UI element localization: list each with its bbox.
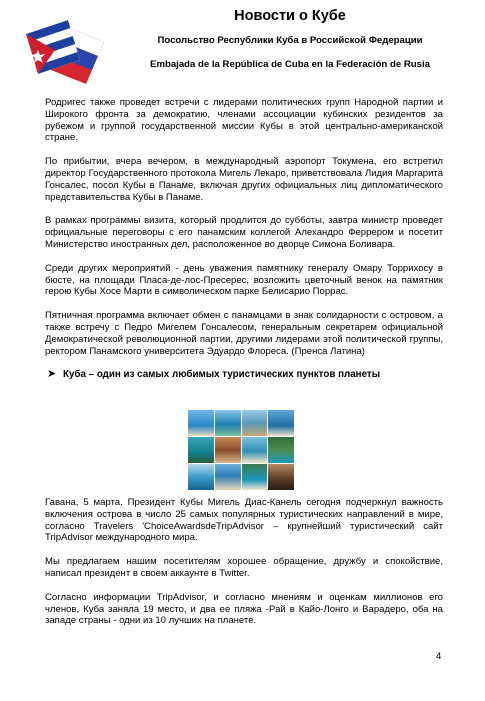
photo-tile	[268, 464, 294, 490]
flag-logo-graphic	[24, 20, 106, 86]
article-2-heading-row	[45, 369, 443, 381]
article-2	[45, 497, 443, 639]
page-header	[110, 8, 470, 71]
article-1-paragraph: Пятничная программа включает обмен с панамцами в знак солидарности с островом, а также встречу с Педро Мигелем Гонсалесом, генеральным секретарем официальной Демократической революционной партии, другими лидерами этой политической группы, ректором Панамского университета Эдуардо Флореса. (Пренса Латина)	[45, 310, 443, 357]
arrow-bullet-icon: ➤	[47, 368, 57, 381]
photo-tile	[188, 437, 214, 463]
article-2-paragraph: Мы предлагаем нашим посетителям хорошее обращение, дружбу и спокойствие, написал президент в своем аккаунте в Twitter.	[45, 556, 443, 579]
photo-tile	[268, 437, 294, 463]
photo-tile	[268, 410, 294, 436]
photo-tile	[215, 410, 241, 436]
article-1-paragraph: Среди других мероприятий - день уважения памятнику генералу Омару Торрихосу в бюсте, на площади Пласа-де-лос-Пресерес, возложить цветочный венок на памятник герою Кубы Хосе Марти в символическом парке Белисарио Поррас.	[45, 262, 443, 298]
article-2-heading: Куба – один из самых любимых туристических пунктов планеты	[63, 369, 381, 381]
photo-tile	[242, 464, 268, 490]
page-number: 4	[436, 651, 442, 662]
cuba-russia-flag-logo	[24, 20, 106, 86]
tourism-photo-collage	[188, 410, 294, 490]
photo-tile	[242, 410, 268, 436]
article-2-paragraph: Согласно информации TripAdvisor, и согласно мнениям и оценкам миллионов его членов, Куба заняла 19 место, и два ее пляжа -Рай в Кайо-Лонго и Варадеро, оба на западе страны - одни из 10 лучших на планете.	[45, 591, 443, 627]
page-title: Новости о Кубе	[234, 8, 346, 24]
article-1-paragraph: В рамках программы визита, который продлится до субботы, завтра министр проведет официальные переговоры с его панамским коллегой Алехандро Феррером и посетит Министерство иностранных дел, расположенное во дворце Симона Боливара.	[45, 215, 443, 250]
embassy-name-es: Embajada de la República de Cuba en la Federación de Rusia	[150, 59, 430, 70]
photo-tile	[242, 437, 268, 463]
article-1-paragraph: Родригес также проведет встречи с лидерами политических групп Народной партии и Широкого фронта за демократию, членами ассоциации кубинских резидентов за рубежом и группой государственной миссии Кубы в этой центрально-американской стране.	[45, 97, 443, 144]
photo-tile	[215, 464, 241, 490]
photo-tile	[215, 437, 241, 463]
article-2-paragraph: Гавана, 5 марта. Президент Кубы Мигель Диас-Канель сегодня подчеркнул важность включения острова в число 25 самых популярных туристических направлений в мире, согласно Travelers 'ChoiceAwardsdeTripAdvisor – крупнейший туристический сайт TripAdvisor международного мира.	[45, 497, 443, 544]
embassy-name-ru: Посольство Республики Куба в Российской Федерации	[157, 35, 423, 46]
photo-tile	[188, 464, 214, 490]
article-1	[45, 97, 443, 387]
article-1-paragraph: По прибытии, вчера вечером, в международный аэропорт Токумена, его встретил директор Государственного протокола Мигель Лекаро, приветствовала Лидия Маргарита Гонсалес, посол Кубы в Панаме, включая других официальных лиц дипломатического представительства Кубы в Панаме.	[45, 156, 443, 203]
photo-tile	[188, 410, 214, 436]
